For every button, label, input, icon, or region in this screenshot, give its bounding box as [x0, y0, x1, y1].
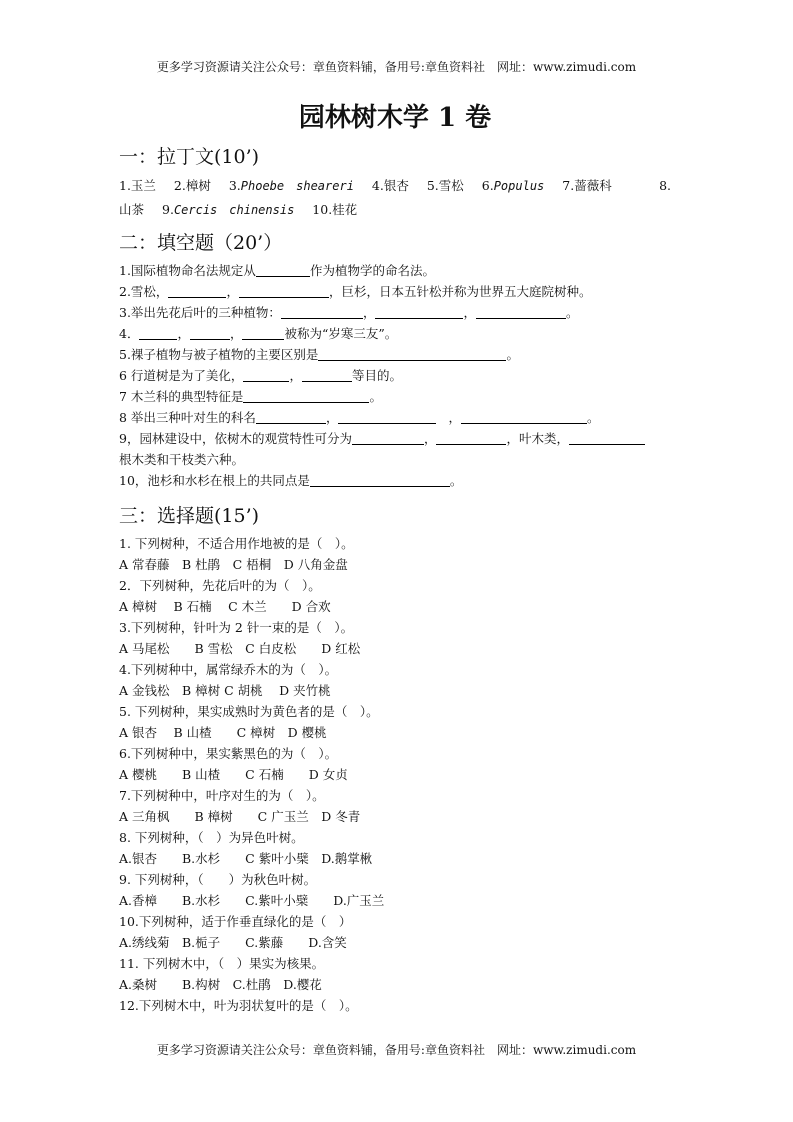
- choice-line: 10.下列树种，适于作垂直绿化的是（ ）: [119, 914, 352, 929]
- answer-blank[interactable]: [436, 431, 506, 445]
- choice-line: 3.下列树种，针叶为 2 针一束的是（ ）。: [119, 620, 354, 635]
- fill-question-10: 10，池杉和水杉在根上的共同点是 。: [119, 473, 463, 488]
- latin-item: 10.桂花: [312, 202, 358, 217]
- answer-blank[interactable]: [318, 347, 506, 361]
- answer-blank[interactable]: [190, 326, 230, 340]
- fill-question-8: 8 举出三种叶对生的科名 ， ， 。: [119, 410, 600, 425]
- latin-item: 2.樟树: [173, 178, 211, 193]
- latin-item: 3.Phoebe sheareri: [228, 178, 354, 193]
- page-footer: 更多学习资源请关注公众号：章鱼资料铺，备用号:章鱼资料社 网址：www.zimudi.com: [156, 1043, 637, 1057]
- answer-blank[interactable]: [310, 473, 450, 487]
- latin-item: 5.雪松: [426, 178, 464, 193]
- page-header: 更多学习资源请关注公众号：章鱼资料铺，备用号:章鱼资料社 网址：www.zimudi.com: [156, 60, 637, 74]
- choice-line: A 常春藤 B 杜鹃 C 梧桐 D 八角金盘: [119, 557, 348, 572]
- latin-item: 6.Populus: [481, 178, 545, 193]
- choice-line: A 银杏 B 山楂 C 樟树 D 樱桃: [119, 725, 327, 740]
- choice-line: 2．下列树种，先花后叶的为（ ）。: [119, 578, 321, 593]
- choice-line: 5. 下列树种，果实成熟时为黄色者的是（ ）。: [119, 704, 379, 719]
- section-latin-heading: 一：拉丁文(10’): [119, 146, 260, 168]
- choice-line: 1. 下列树种，不适合用作地被的是（ ）。: [119, 536, 354, 551]
- choice-line: A 马尾松 B 雪松 C 白皮松 D 红松: [119, 641, 361, 656]
- choice-line: 4.下列树种中，属常绿乔木的为（ ）。: [119, 662, 338, 677]
- answer-blank[interactable]: [302, 368, 352, 382]
- answer-blank[interactable]: [281, 305, 363, 319]
- answer-blank[interactable]: [375, 305, 463, 319]
- choice-line: 12.下列树木中，叶为羽状复叶的是（ ）。: [119, 998, 358, 1013]
- answer-blank[interactable]: [569, 431, 645, 445]
- answer-blank[interactable]: [476, 305, 566, 319]
- latin-item: 8.: [659, 178, 671, 193]
- choice-line: A 樱桃 B 山楂 C 石楠 D 女贞: [119, 767, 348, 782]
- fill-question-4: 4． ， ， 被称为“岁寒三友”。: [119, 326, 398, 341]
- choice-line: 11. 下列树木中，（ ）果实为核果。: [119, 956, 325, 971]
- choice-line: A.桑树 B.构树 C.杜鹃 D.樱花: [119, 977, 322, 992]
- fill-question-2: 2.雪松， ， ，巨杉，日本五针松并称为世界五大庭院树种。: [119, 284, 592, 299]
- latin-items: [119, 174, 671, 222]
- answer-blank[interactable]: [256, 263, 310, 277]
- answer-blank[interactable]: [243, 368, 289, 382]
- answer-blank[interactable]: [352, 431, 424, 445]
- fill-question-7: 7 木兰科的典型特征是 。: [119, 389, 382, 404]
- choice-questions: [119, 533, 671, 1016]
- latin-item: 9.Cercis chinensis: [162, 202, 295, 217]
- choice-line: 6.下列树种中，果实紫黑色的为（ ）。: [119, 746, 338, 761]
- answer-blank[interactable]: [243, 389, 369, 403]
- latin-item: 4.银杏: [371, 178, 409, 193]
- fill-question-3: 3.举出先花后叶的三种植物： ， ， 。: [119, 305, 579, 320]
- choice-line: A.香樟 B.水杉 C.紫叶小檗 D.广玉兰: [119, 893, 385, 908]
- answer-blank[interactable]: [168, 284, 226, 298]
- choice-line: 9. 下列树种，（ ）为秋色叶树。: [119, 872, 317, 887]
- fill-question-1: 1.国际植物命名法规定从 作为植物学的命名法。: [119, 263, 435, 278]
- section-choice-heading: 三：选择题(15’): [119, 505, 260, 527]
- choice-line: A 三角枫 B 樟树 C 广玉兰 D 冬青: [119, 809, 361, 824]
- answer-blank[interactable]: [239, 284, 329, 298]
- latin-item: 山茶: [119, 202, 145, 217]
- answer-blank[interactable]: [338, 410, 436, 424]
- fill-question-5: 5.裸子植物与被子植物的主要区别是 。: [119, 347, 519, 362]
- choice-line: A 金钱松 B 樟树 C 胡桃 D 夹竹桃: [119, 683, 331, 698]
- exam-title: 园林树木学 1 卷: [298, 103, 492, 133]
- exam-page: [119, 96, 671, 1016]
- answer-blank[interactable]: [256, 410, 326, 424]
- fill-question-6: 6 行道树是为了美化， ， 等目的。: [119, 368, 402, 383]
- latin-item: 7.蔷薇科: [562, 178, 612, 193]
- fill-question-9: 9，园林建设中，依树木的观赏特性可分为 ， ，叶木类，: [119, 428, 671, 449]
- answer-blank[interactable]: [139, 326, 177, 340]
- latin-item: 1.玉兰: [119, 178, 156, 193]
- choice-line: A.银杏 B.水杉 C 紫叶小檗 D.鹅掌楸: [119, 851, 373, 866]
- choice-line: A.绣线菊 B.栀子 C.紫藤 D.含笑: [119, 935, 347, 950]
- answer-blank[interactable]: [242, 326, 284, 340]
- section-fill-heading: 二：填空题（20’）: [119, 232, 283, 254]
- choice-line: A 樟树 B 石楠 C 木兰 D 合欢: [119, 599, 331, 614]
- choice-line: 8. 下列树种，（ ）为异色叶树。: [119, 830, 304, 845]
- choice-line: 7.下列树种中，叶序对生的为（ ）。: [119, 788, 325, 803]
- fill-question-9-cont: 根木类和干枝类六种。: [119, 452, 245, 467]
- answer-blank[interactable]: [461, 410, 587, 424]
